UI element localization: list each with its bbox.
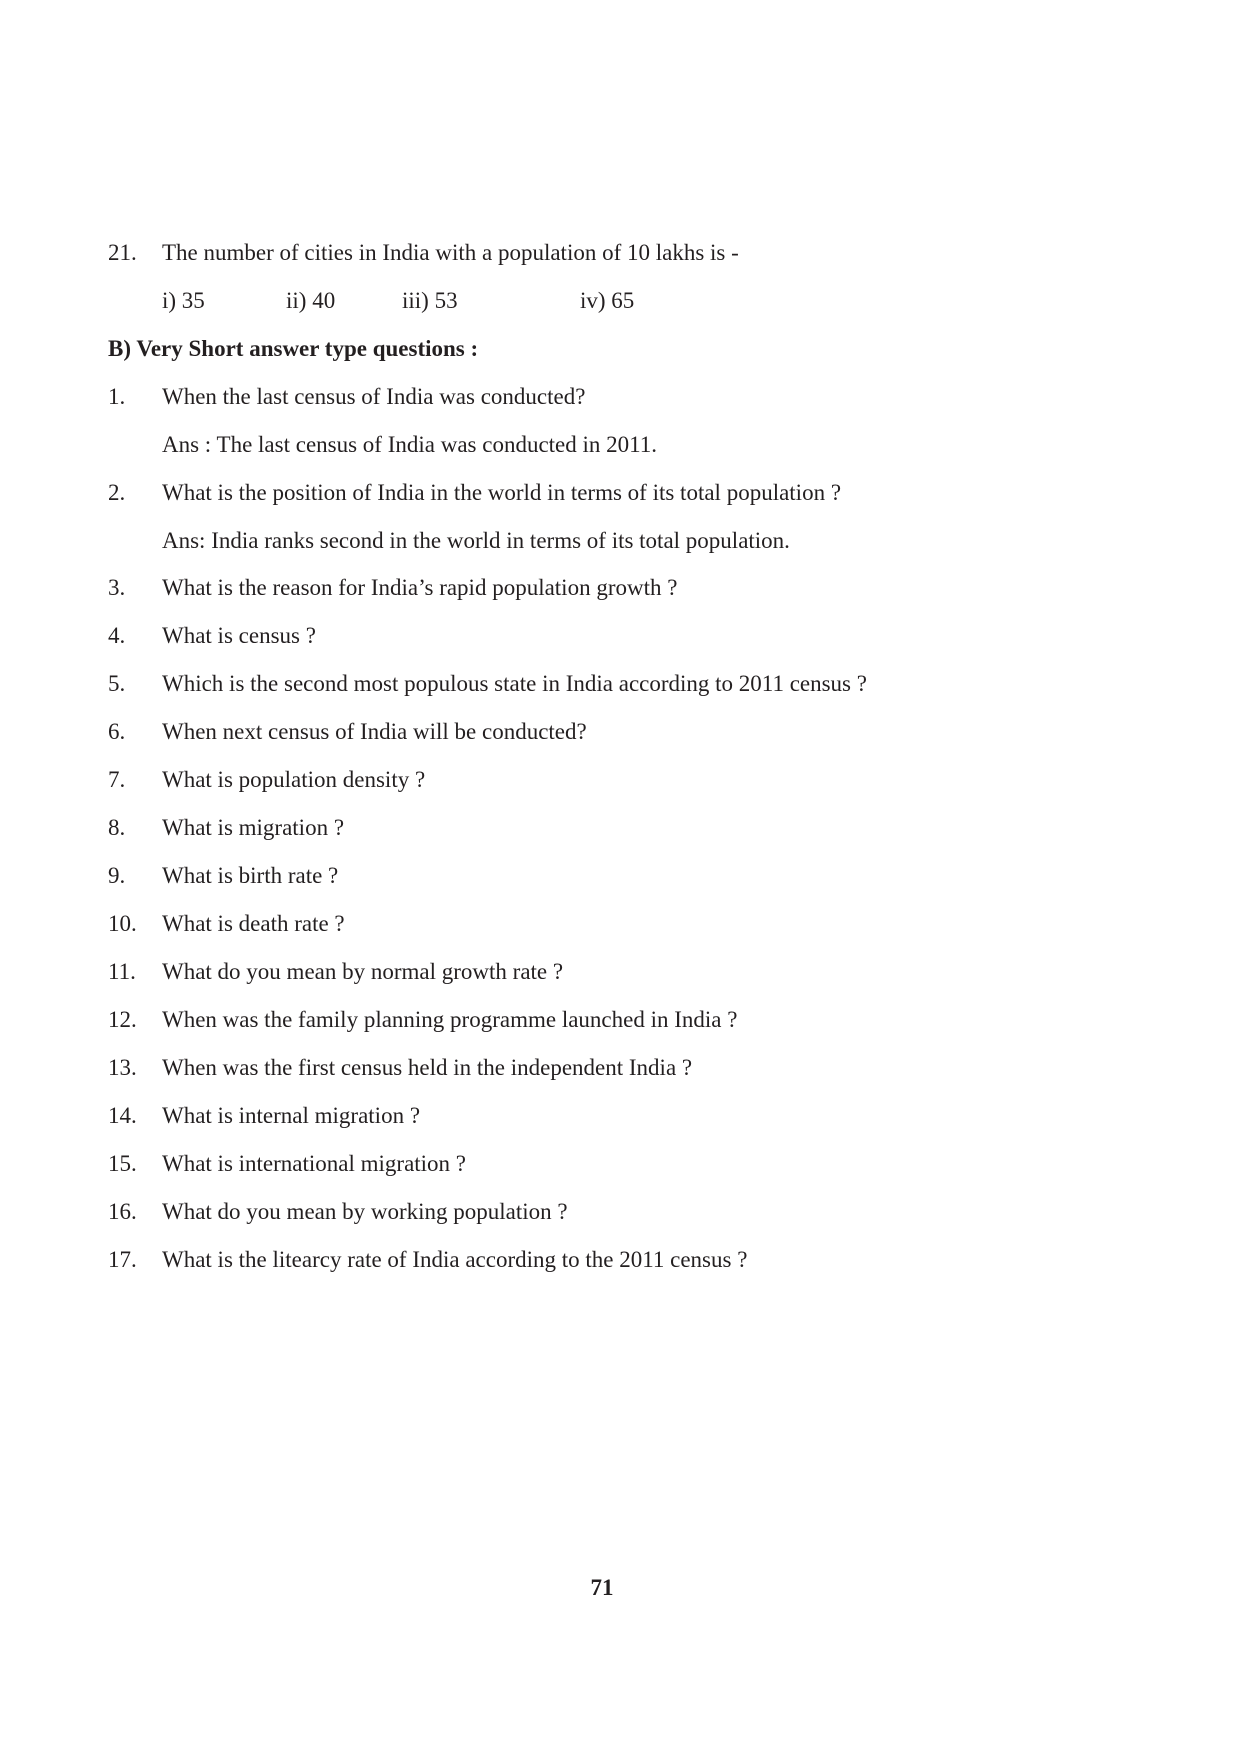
question-number: 17.: [108, 1247, 137, 1272]
question-number: 11.: [108, 959, 136, 984]
question-number: 13.: [108, 1055, 137, 1080]
option-iii: iii) 53: [402, 288, 458, 313]
question-text: When was the first census held in the independent India ?: [162, 1055, 693, 1080]
question-text: What do you mean by working population ?: [162, 1199, 568, 1224]
option-i: i) 35: [162, 288, 205, 313]
question-text: What is census ?: [162, 623, 316, 648]
question-number: 12.: [108, 1007, 137, 1032]
answer-2: Ans: India ranks second in the world in terms of its total population.: [162, 528, 790, 553]
question-text: What is population density ?: [162, 767, 426, 792]
question-text: Which is the second most populous state in India according to 2011 census ?: [162, 671, 867, 696]
question-text: What is migration ?: [162, 815, 345, 840]
question-text: What is the reason for India’s rapid population growth ?: [162, 575, 678, 600]
question-number: 15.: [108, 1151, 137, 1176]
question-number: 14.: [108, 1103, 137, 1128]
question-number: 3.: [108, 575, 126, 600]
question-number: 9.: [108, 863, 126, 888]
option-iv: iv) 65: [580, 288, 635, 313]
section-heading: B) Very Short answer type questions :: [108, 336, 479, 361]
question-text: What is international migration ?: [162, 1151, 467, 1176]
question-number: 2.: [108, 480, 126, 505]
question-number: 10.: [108, 911, 137, 936]
page-number: 71: [590, 1575, 614, 1600]
question-number: 16.: [108, 1199, 137, 1224]
question-number: 4.: [108, 623, 126, 648]
question-text: What is birth rate ?: [162, 863, 339, 888]
question-number: 5.: [108, 671, 126, 696]
question-text: What do you mean by normal growth rate ?: [162, 959, 564, 984]
question-number: 8.: [108, 815, 126, 840]
question-text: The number of cities in India with a population of 10 lakhs is -: [162, 240, 739, 265]
question-text: What is internal migration ?: [162, 1103, 421, 1128]
option-ii: ii) 40: [286, 288, 336, 313]
question-number: 21.: [108, 240, 137, 265]
question-number: 1.: [108, 384, 126, 409]
question-text: What is the position of India in the world in terms of its total population ?: [162, 480, 842, 505]
answer-1: Ans : The last census of India was conducted in 2011.: [162, 432, 658, 457]
question-text: What is the litearcy rate of India according to the 2011 census ?: [162, 1247, 748, 1272]
question-text: When the last census of India was conducted?: [162, 384, 586, 409]
question-number: 6.: [108, 719, 126, 744]
question-text: What is death rate ?: [162, 911, 345, 936]
question-number: 7.: [108, 767, 126, 792]
question-text: When next census of India will be conducted?: [162, 719, 587, 744]
question-text: When was the family planning programme launched in India ?: [162, 1007, 738, 1032]
